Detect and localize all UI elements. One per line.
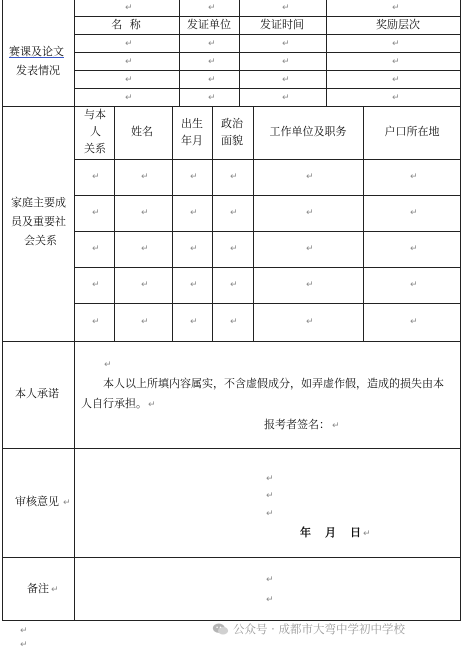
paragraph-mark: ↵	[282, 57, 290, 67]
review-date-year: 年	[300, 526, 311, 539]
paragraph-mark: ↵	[190, 244, 198, 254]
paragraph-mark: ↵	[125, 93, 133, 103]
paragraph-mark: ↵	[332, 421, 340, 431]
paragraph-mark: ↵	[208, 93, 216, 103]
paragraph-mark: ↵	[141, 172, 149, 182]
paragraph-mark: ↵	[190, 172, 198, 182]
paragraph-mark: ↵	[230, 208, 238, 218]
paragraph-mark: ↵	[125, 57, 133, 67]
paragraph-mark: ↵	[410, 208, 418, 218]
wechat-watermark	[212, 621, 405, 637]
family-header-name: 姓名	[131, 125, 153, 138]
paragraph-mark: ↵	[392, 3, 400, 13]
family-section-label: 家庭主要成	[11, 196, 66, 209]
awards-header-issuer: 发证单位	[187, 18, 231, 31]
paragraph-mark: ↵	[141, 317, 149, 327]
paragraph-mark: ↵	[306, 317, 314, 327]
family-col-line	[253, 106, 254, 341]
paragraph-mark: ↵	[141, 208, 149, 218]
paragraph-mark: ↵	[92, 208, 100, 218]
label-column-divider	[74, 0, 75, 620]
awards-col-line	[326, 0, 327, 106]
paragraph-mark: ↵	[141, 244, 149, 254]
watermark-text: 公众号 · 成都市大弯中学初中学校	[233, 622, 405, 636]
review-label: 审核意见	[15, 495, 59, 508]
family-col-line	[212, 106, 213, 341]
paragraph-mark: ↵	[363, 529, 371, 539]
paragraph-mark: ↵	[230, 172, 238, 182]
family-row-line	[74, 303, 461, 304]
paragraph-mark: ↵	[410, 244, 418, 254]
paragraph-mark: ↵	[148, 400, 156, 410]
paragraph-mark: ↵	[51, 585, 59, 595]
paragraph-mark: ↵	[208, 75, 216, 85]
family-header-relation: 人	[90, 125, 101, 138]
paragraph-mark: ↵	[282, 39, 290, 49]
family-col-line	[172, 106, 173, 341]
paragraph-mark: ↵	[230, 244, 238, 254]
awards-row-line	[74, 52, 461, 53]
awards-col-line	[239, 0, 240, 106]
family-header-birth: 年月	[181, 134, 203, 147]
paragraph-mark: ↵	[266, 595, 274, 605]
family-header-political: 政治	[221, 117, 243, 130]
awards-header-date: 发证时间	[260, 18, 304, 31]
table-border-right	[460, 0, 461, 620]
paragraph-mark: ↵	[306, 172, 314, 182]
signature-label: 报考者签名：	[264, 418, 330, 431]
family-section-label: 员及重要社	[11, 215, 66, 228]
awards-section-bottom-line	[2, 106, 461, 107]
pledge-text: 本人以上所填内容属实，不含虚假成分，如弄虚作假，造成的损失由本	[103, 377, 444, 390]
family-row-line	[74, 231, 461, 232]
paragraph-mark: ↵	[125, 75, 133, 85]
paragraph-mark: ↵	[141, 280, 149, 290]
awards-row-line	[74, 88, 461, 89]
pledge-text: 人自行承担。	[81, 397, 147, 410]
awards-section-label: 赛课及论文	[9, 45, 64, 58]
awards-header-level: 奖励层次	[376, 18, 420, 31]
paragraph-mark: ↵	[410, 172, 418, 182]
paragraph-mark: ↵	[392, 75, 400, 85]
wechat-icon	[212, 622, 229, 636]
paragraph-mark: ↵	[230, 280, 238, 290]
paragraph-mark: ↵	[63, 498, 71, 508]
paragraph-mark: ↵	[190, 317, 198, 327]
paragraph-mark: ↵	[92, 172, 100, 182]
paragraph-mark: ↵	[230, 317, 238, 327]
paragraph-mark: ↵	[306, 208, 314, 218]
paragraph-mark: ↵	[306, 280, 314, 290]
paragraph-mark: ↵	[410, 317, 418, 327]
paragraph-mark: ↵	[282, 3, 290, 13]
awards-col-line	[179, 0, 180, 106]
table-border-left	[2, 0, 3, 620]
review-date-month: 月	[325, 526, 336, 539]
pledge-label: 本人承诺	[15, 387, 59, 400]
paragraph-mark: ↵	[266, 575, 274, 585]
paragraph-mark: ↵	[190, 280, 198, 290]
family-section-label: 会关系	[24, 234, 57, 247]
paragraph-mark: ↵	[20, 640, 28, 650]
paragraph-mark: ↵	[92, 280, 100, 290]
paragraph-mark: ↵	[190, 208, 198, 218]
paragraph-mark: ↵	[392, 57, 400, 67]
review-section-bottom-line	[2, 557, 461, 558]
paragraph-mark: ↵	[266, 474, 274, 484]
family-col-line	[114, 106, 115, 341]
family-section-bottom-line	[2, 341, 461, 342]
paragraph-mark: ↵	[266, 491, 274, 501]
family-row-line	[74, 195, 461, 196]
paragraph-mark: ↵	[208, 3, 216, 13]
family-header-political: 面貌	[221, 134, 243, 147]
family-row-line	[74, 159, 461, 160]
awards-header-name: 名 称	[111, 18, 143, 31]
family-header-relation: 与本	[84, 108, 106, 121]
paragraph-mark: ↵	[306, 244, 314, 254]
pledge-section-bottom-line	[2, 448, 461, 449]
paragraph-mark: ↵	[208, 57, 216, 67]
paragraph-mark: ↵	[125, 39, 133, 49]
family-header-workplace: 工作单位及职务	[269, 125, 347, 138]
paragraph-mark: ↵	[392, 39, 400, 49]
paragraph-mark: ↵	[104, 360, 112, 370]
family-row-line	[74, 267, 461, 268]
paragraph-mark: ↵	[282, 75, 290, 85]
paragraph-mark: ↵	[410, 280, 418, 290]
paragraph-mark: ↵	[208, 39, 216, 49]
review-date-day: 日	[350, 526, 361, 539]
paragraph-mark: ↵	[282, 93, 290, 103]
family-header-birth: 出生	[181, 117, 203, 130]
paragraph-mark: ↵	[266, 509, 274, 519]
awards-section-label: 发表情况	[16, 64, 60, 77]
awards-header-top-line	[74, 16, 461, 17]
paragraph-mark: ↵	[92, 244, 100, 254]
awards-row-line	[74, 34, 461, 35]
awards-row-line	[74, 70, 461, 71]
paragraph-mark: ↵	[125, 3, 133, 13]
family-header-hukou: 户口所在地	[384, 125, 440, 138]
paragraph-mark: ↵	[392, 93, 400, 103]
paragraph-mark: ↵	[20, 626, 28, 636]
remarks-label: 备注	[27, 582, 49, 595]
paragraph-mark: ↵	[92, 317, 100, 327]
family-col-line	[363, 106, 364, 341]
family-header-relation: 关系	[84, 142, 106, 155]
